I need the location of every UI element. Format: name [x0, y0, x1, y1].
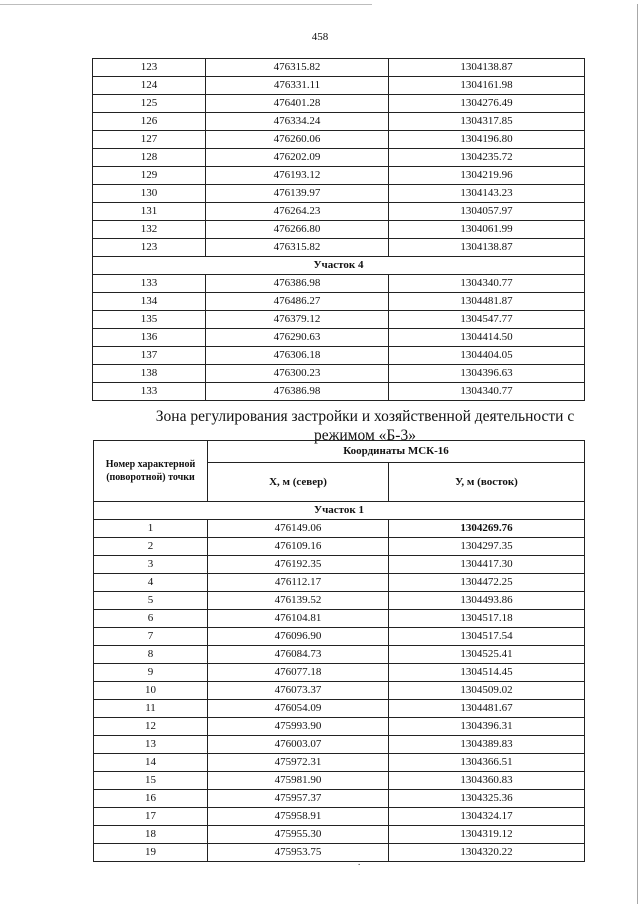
- header-point-number: Номер характерной (поворотной) точки: [94, 441, 208, 502]
- table-row: [94, 808, 585, 826]
- table-row: [94, 538, 585, 556]
- y-coordinate-cell: 1304196.80: [389, 131, 585, 149]
- y-coordinate-cell: 1304525.41: [389, 646, 585, 664]
- table-row: [93, 77, 585, 95]
- y-coordinate-cell: 1304547.77: [389, 311, 585, 329]
- point-number-cell: 17: [94, 808, 208, 826]
- point-number-cell: 127: [93, 131, 206, 149]
- x-coordinate-cell: 476139.52: [208, 592, 389, 610]
- y-coordinate-cell: 1304417.30: [389, 556, 585, 574]
- point-number-cell: 7: [94, 628, 208, 646]
- table-row: [94, 772, 585, 790]
- point-number-cell: 10: [94, 682, 208, 700]
- y-coordinate-cell: 1304235.72: [389, 149, 585, 167]
- y-coordinate-cell: 1304061.99: [389, 221, 585, 239]
- x-coordinate-cell: 476054.09: [208, 700, 389, 718]
- x-coordinate-cell: 476401.28: [206, 95, 389, 113]
- table-row: [93, 149, 585, 167]
- scan-edge-right: [637, 4, 638, 904]
- point-number-cell: 15: [94, 772, 208, 790]
- point-number-cell: 13: [94, 736, 208, 754]
- table-row: [94, 520, 585, 538]
- y-coordinate-cell: 1304517.18: [389, 610, 585, 628]
- point-number-cell: 2: [94, 538, 208, 556]
- y-coordinate-cell: 1304138.87: [389, 239, 585, 257]
- x-coordinate-cell: 476104.81: [208, 610, 389, 628]
- table-row: [93, 113, 585, 131]
- x-coordinate-cell: 475981.90: [208, 772, 389, 790]
- table-row: [93, 167, 585, 185]
- y-coordinate-cell: 1304319.12: [389, 826, 585, 844]
- y-coordinate-cell: 1304414.50: [389, 329, 585, 347]
- y-coordinate-cell: 1304219.96: [389, 167, 585, 185]
- y-coordinate-cell: 1304057.97: [389, 203, 585, 221]
- table-row: [94, 754, 585, 772]
- point-number-cell: 129: [93, 167, 206, 185]
- table-row: [94, 664, 585, 682]
- section-row: [93, 257, 585, 275]
- table-row: [93, 329, 585, 347]
- table-row: [93, 383, 585, 401]
- point-number-cell: 14: [94, 754, 208, 772]
- point-number-cell: 6: [94, 610, 208, 628]
- y-coordinate-cell: 1304161.98: [389, 77, 585, 95]
- x-coordinate-cell: 476334.24: [206, 113, 389, 131]
- header-coordinates-group: Координаты МСК-16: [208, 441, 585, 463]
- x-coordinate-cell: 476306.18: [206, 347, 389, 365]
- table-row: [94, 556, 585, 574]
- y-coordinate-cell: 1304517.54: [389, 628, 585, 646]
- table-row: [93, 185, 585, 203]
- y-coordinate-cell: 1304276.49: [389, 95, 585, 113]
- x-coordinate-cell: 476260.06: [206, 131, 389, 149]
- y-coordinate-cell: 1304340.77: [389, 275, 585, 293]
- point-number-cell: 11: [94, 700, 208, 718]
- table-row: [94, 646, 585, 664]
- table-row: [94, 628, 585, 646]
- point-number-cell: 135: [93, 311, 206, 329]
- table-row: [93, 59, 585, 77]
- table-row: [94, 610, 585, 628]
- table-row: [93, 95, 585, 113]
- footer-mark: .: [358, 857, 361, 867]
- point-number-cell: 3: [94, 556, 208, 574]
- table-top-rows-b: [93, 275, 585, 401]
- table-row: [94, 790, 585, 808]
- y-coordinate-cell: 1304320.22: [389, 844, 585, 862]
- x-coordinate-cell: 476112.17: [208, 574, 389, 592]
- x-coordinate-cell: 476202.09: [206, 149, 389, 167]
- coordinates-table-b3: [93, 440, 585, 862]
- y-coordinate-cell: 1304317.85: [389, 113, 585, 131]
- point-number-cell: 132: [93, 221, 206, 239]
- y-coordinate-cell: 1304325.36: [389, 790, 585, 808]
- y-coordinate-cell: 1304509.02: [389, 682, 585, 700]
- point-number-cell: 134: [93, 293, 206, 311]
- point-number-cell: 125: [93, 95, 206, 113]
- table-row: [94, 718, 585, 736]
- table-bottom-rows: [94, 520, 585, 862]
- point-number-cell: 133: [93, 383, 206, 401]
- point-number-cell: 4: [94, 574, 208, 592]
- coordinates-table-continued: [92, 58, 585, 401]
- zone-title-line-2: режимом «Б-3»: [314, 427, 416, 444]
- table-row: [93, 311, 585, 329]
- point-number-cell: 123: [93, 239, 206, 257]
- header-row-1: [94, 441, 585, 463]
- header-x-column: X, м (север): [208, 463, 389, 502]
- point-number-cell: 137: [93, 347, 206, 365]
- x-coordinate-cell: 476386.98: [206, 275, 389, 293]
- header-y-column: У, м (восток): [389, 463, 585, 502]
- table-row: [93, 275, 585, 293]
- x-coordinate-cell: 476096.90: [208, 628, 389, 646]
- point-number-cell: 1: [94, 520, 208, 538]
- point-number-cell: 128: [93, 149, 206, 167]
- point-number-cell: 124: [93, 77, 206, 95]
- table-row: [94, 826, 585, 844]
- x-coordinate-cell: 476077.18: [208, 664, 389, 682]
- table-row: [93, 221, 585, 239]
- table-row: [94, 592, 585, 610]
- table-row: [94, 682, 585, 700]
- table-row: [93, 347, 585, 365]
- x-coordinate-cell: 476290.63: [206, 329, 389, 347]
- x-coordinate-cell: 476331.11: [206, 77, 389, 95]
- scan-edge-top: [0, 4, 372, 5]
- point-number-cell: 131: [93, 203, 206, 221]
- point-number-cell: 130: [93, 185, 206, 203]
- y-coordinate-cell: 1304340.77: [389, 383, 585, 401]
- point-number-cell: 138: [93, 365, 206, 383]
- table-row: [94, 736, 585, 754]
- x-coordinate-cell: 476193.12: [206, 167, 389, 185]
- table-top-section: [93, 257, 585, 275]
- y-coordinate-cell: 1304366.51: [389, 754, 585, 772]
- x-coordinate-cell: 475955.30: [208, 826, 389, 844]
- point-number-cell: 8: [94, 646, 208, 664]
- x-coordinate-cell: 476264.23: [206, 203, 389, 221]
- table-row: [93, 203, 585, 221]
- x-coordinate-cell: 476315.82: [206, 59, 389, 77]
- section-row: [94, 502, 585, 520]
- y-coordinate-cell: 1304396.63: [389, 365, 585, 383]
- x-coordinate-cell: 476003.07: [208, 736, 389, 754]
- point-number-cell: 16: [94, 790, 208, 808]
- point-number-cell: 136: [93, 329, 206, 347]
- x-coordinate-cell: 476084.73: [208, 646, 389, 664]
- point-number-cell: 12: [94, 718, 208, 736]
- x-coordinate-cell: 476379.12: [206, 311, 389, 329]
- y-coordinate-cell: 1304297.35: [389, 538, 585, 556]
- table-row: [94, 700, 585, 718]
- y-coordinate-cell: 1304481.67: [389, 700, 585, 718]
- x-coordinate-cell: 476386.98: [206, 383, 389, 401]
- x-coordinate-cell: 476300.23: [206, 365, 389, 383]
- y-coordinate-cell: 1304472.25: [389, 574, 585, 592]
- x-coordinate-cell: 476149.06: [208, 520, 389, 538]
- table-top-rows-a: [93, 59, 585, 257]
- x-coordinate-cell: 475972.31: [208, 754, 389, 772]
- table-row: [93, 293, 585, 311]
- x-coordinate-cell: 475953.75: [208, 844, 389, 862]
- x-coordinate-cell: 476315.82: [206, 239, 389, 257]
- point-number-cell: 9: [94, 664, 208, 682]
- x-coordinate-cell: 476192.35: [208, 556, 389, 574]
- page-number: 458: [311, 31, 329, 43]
- section-label-4: Участок 4: [93, 257, 585, 275]
- x-coordinate-cell: 475958.91: [208, 808, 389, 826]
- y-coordinate-cell: 1304138.87: [389, 59, 585, 77]
- x-coordinate-cell: 476109.16: [208, 538, 389, 556]
- y-coordinate-cell: 1304389.83: [389, 736, 585, 754]
- table-row: [93, 131, 585, 149]
- point-number-cell: 5: [94, 592, 208, 610]
- x-coordinate-cell: 476486.27: [206, 293, 389, 311]
- y-coordinate-cell: 1304269.76: [389, 520, 585, 538]
- y-coordinate-cell: 1304396.31: [389, 718, 585, 736]
- y-coordinate-cell: 1304143.23: [389, 185, 585, 203]
- x-coordinate-cell: 475957.37: [208, 790, 389, 808]
- y-coordinate-cell: 1304514.45: [389, 664, 585, 682]
- table-row: [94, 574, 585, 592]
- point-number-cell: 19: [94, 844, 208, 862]
- x-coordinate-cell: 476139.97: [206, 185, 389, 203]
- x-coordinate-cell: 475993.90: [208, 718, 389, 736]
- point-number-cell: 18: [94, 826, 208, 844]
- point-number-cell: 123: [93, 59, 206, 77]
- point-number-cell: 133: [93, 275, 206, 293]
- y-coordinate-cell: 1304493.86: [389, 592, 585, 610]
- y-coordinate-cell: 1304324.17: [389, 808, 585, 826]
- point-number-cell: 126: [93, 113, 206, 131]
- y-coordinate-cell: 1304481.87: [389, 293, 585, 311]
- x-coordinate-cell: 476266.80: [206, 221, 389, 239]
- y-coordinate-cell: 1304404.05: [389, 347, 585, 365]
- zone-title-line-1: Зона регулирования застройки и хозяйственной деятельности с: [155, 408, 575, 425]
- y-coordinate-cell: 1304360.83: [389, 772, 585, 790]
- table-row: [94, 844, 585, 862]
- table-row: [93, 365, 585, 383]
- table-row: [93, 239, 585, 257]
- section-label-1: Участок 1: [94, 502, 585, 520]
- x-coordinate-cell: 476073.37: [208, 682, 389, 700]
